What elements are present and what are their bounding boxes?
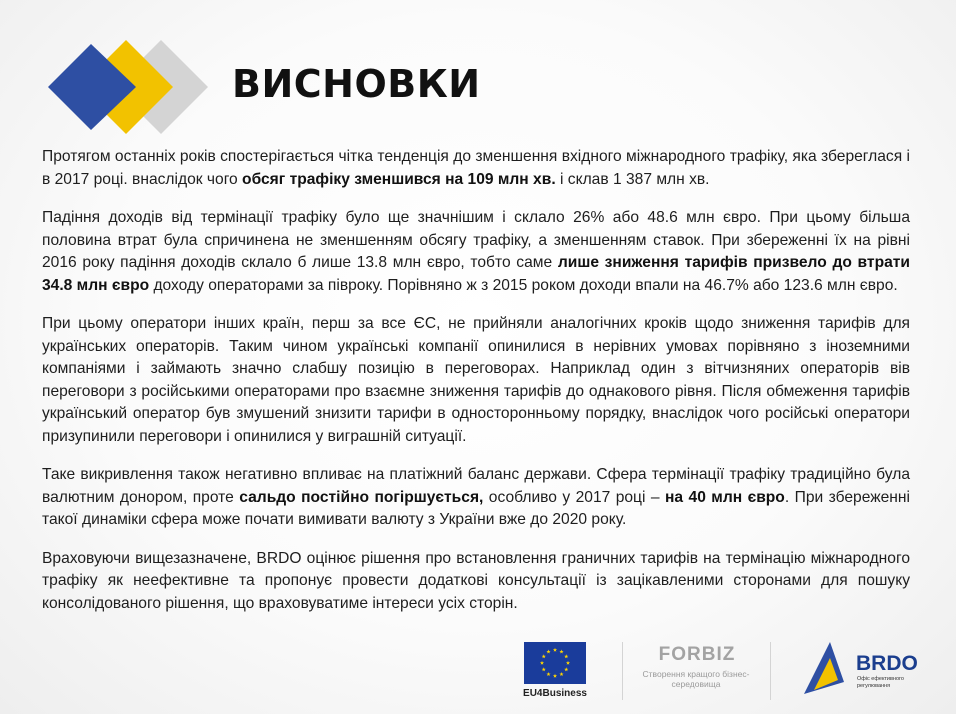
eu-star-icon [566,661,570,665]
paragraph-text: Протягом останніх років спостерігається чітка тенденція до зменшення вхідного міжнародного трафіку, яка збереглася і в 2017 році. внаслідок чого [42,148,910,188]
conclusion-paragraph [42,207,910,297]
eu-star-icon [564,654,568,658]
diamonds-logo-icon [42,40,222,135]
paragraph-text: При цьому оператори інших країн, перш за все ЄС, не прийняли аналогічних кроків щодо зниження тарифів для українських операторів. Таким чином українські компанії опинилися в нерівних умовах порівняно з іноземними компаніями і займають значно слабшу позицію в переговорах. Наприклад один з вітчизняних операторів вів переговори з російськими операторами про взаємне зниження тарифів до однакового рівня. Після обмеження тарифів український оператор був змушений знизити тарифи в односторонньому порядку, внаслідок чого російські оператори призупинили переговори і опинилися у виграшній ситуації. [42,315,910,445]
eu-star-icon [546,650,550,654]
brdo-logo-text: BRDO [856,652,918,675]
paragraph-text: . При збереженні такої динаміки сфера може почати вимивати валюту з України вже до 2020 року. [42,488,910,528]
eu-star-icon [559,650,563,654]
eu-star-icon [553,648,557,652]
forbiz-logo-text: FORBIZ [658,644,736,665]
paragraph-text: доходу операторами за півроку. Порівняно ж з 2015 роком доходи впали на 46.7% або 123.6 млн євро. [149,276,898,294]
highlighted-text: на 40 млн євро [665,488,785,506]
eu-star-icon [559,672,563,676]
conclusion-paragraph [42,313,910,448]
conclusion-paragraph [42,464,910,532]
conclusion-paragraph [42,146,910,191]
page-title: ВИСНОВКИ [232,62,481,106]
highlighted-text: обсяг трафіку зменшився на 109 млн хв. [242,170,556,188]
paragraph-text: Падіння доходів від термінації трафіку було ще значнішим і склало 26% або 48.6 млн євро. При цьому більша половина втрат була спричинена не зменшенням обсягу трафіку, а зменшенням ставок. При збереженні їх на рівні 2016 року падіння доходів склало б лише 13.8 млн євро, тобто саме [42,209,910,271]
paragraph-text: особливо у 2017 році – [483,488,665,506]
footer-divider [622,642,623,700]
eu-star-icon [553,674,557,678]
eu-star-icon [564,667,568,671]
paragraph-text: Таке викривлення також негативно впливає на платіжний баланс держави. Сфера термінації трафіку традиційно була валютним донором, проте [42,466,910,506]
conclusion-paragraph [42,548,910,616]
brdo-tagline: Офіс ефективного регулювання [857,676,904,689]
conclusions-body [42,146,910,631]
highlighted-text: сальдо постійно погіршується, [239,488,484,506]
eu-star-icon [542,667,546,671]
eu-star-icon [546,672,550,676]
highlighted-text: лише зниження тарифів призвело до втрати 34.8 млн євро [42,254,910,294]
eu-flag-icon [524,642,586,684]
partner-logos-footer [0,630,956,714]
brdo-mark-icon [800,638,858,694]
eu-star-icon [540,661,544,665]
paragraph-text: Враховуючи вищезазначене, BRDO оцінює рішення про встановлення граничних тарифів на термінацію міжнародного трафіку як неефективне та пропонує провести додаткові консультації із зацікавленими сторонами для пошуку консолідованого рішення, що враховуватиме інтереси усіх сторін. [42,549,910,612]
eu-star-icon [542,654,546,658]
footer-divider [770,642,771,700]
eu4business-label: EU4Business [523,688,587,699]
forbiz-tagline: Створення кращого бізнес-середовища [642,669,750,689]
paragraph-text: і склав 1 387 млн хв. [555,170,710,188]
